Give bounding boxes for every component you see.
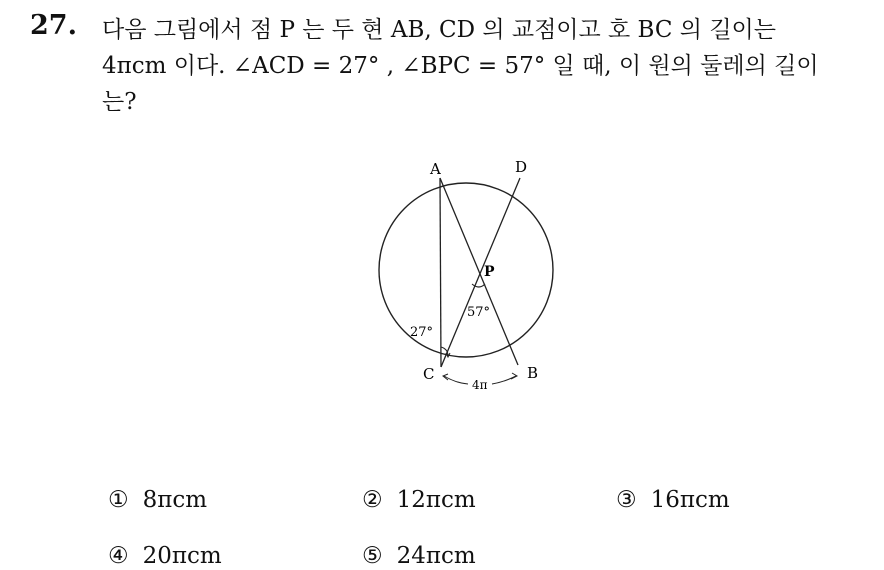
arc-cb-arrow-right [511, 373, 517, 379]
choice-5[interactable] [362, 543, 476, 569]
chord-cd [441, 178, 520, 367]
choice-1[interactable] [108, 487, 207, 513]
chord-ab [440, 178, 518, 365]
choice-5-mark: ⑤ [362, 543, 383, 569]
question-line-2: 4πcm 이다. ∠ACD = 27° , ∠BPC = 57° 일 때, 이 원의 둘레의 길이 [102, 53, 819, 79]
label-a: A [430, 160, 441, 178]
question-number: 27. [30, 10, 77, 41]
label-d: D [515, 158, 528, 176]
question-line-3: 는? [102, 89, 137, 115]
circle-diagram [368, 150, 568, 400]
choice-1-text: 8πcm [142, 487, 208, 513]
choice-1-mark: ① [108, 487, 129, 513]
choice-3-text: 16πcm [650, 487, 730, 513]
choice-4[interactable] [108, 543, 222, 569]
arc-cb-marker-right [492, 376, 516, 384]
label-angle-c: 27° [410, 325, 434, 340]
choice-3[interactable] [616, 487, 730, 513]
choice-2-mark: ② [362, 487, 383, 513]
choice-2[interactable] [362, 487, 476, 513]
choice-5-text: 24πcm [396, 543, 476, 569]
label-angle-p: 57° [467, 305, 491, 320]
circle [379, 183, 553, 357]
choice-4-mark: ④ [108, 543, 129, 569]
choice-2-text: 12πcm [396, 487, 476, 513]
question-line-1: 다음 그림에서 점 P 는 두 현 AB, CD 의 교점이고 호 BC 의 길이는 [102, 17, 776, 43]
circle-figure [368, 150, 568, 400]
label-b: B [527, 364, 539, 382]
label-p: P [484, 264, 495, 280]
choice-3-mark: ③ [616, 487, 637, 513]
label-arc-bc: 4π [472, 378, 488, 392]
choice-4-text: 20πcm [142, 543, 222, 569]
chord-ac [440, 178, 441, 367]
label-c: C [423, 365, 435, 383]
question-text [102, 12, 872, 120]
